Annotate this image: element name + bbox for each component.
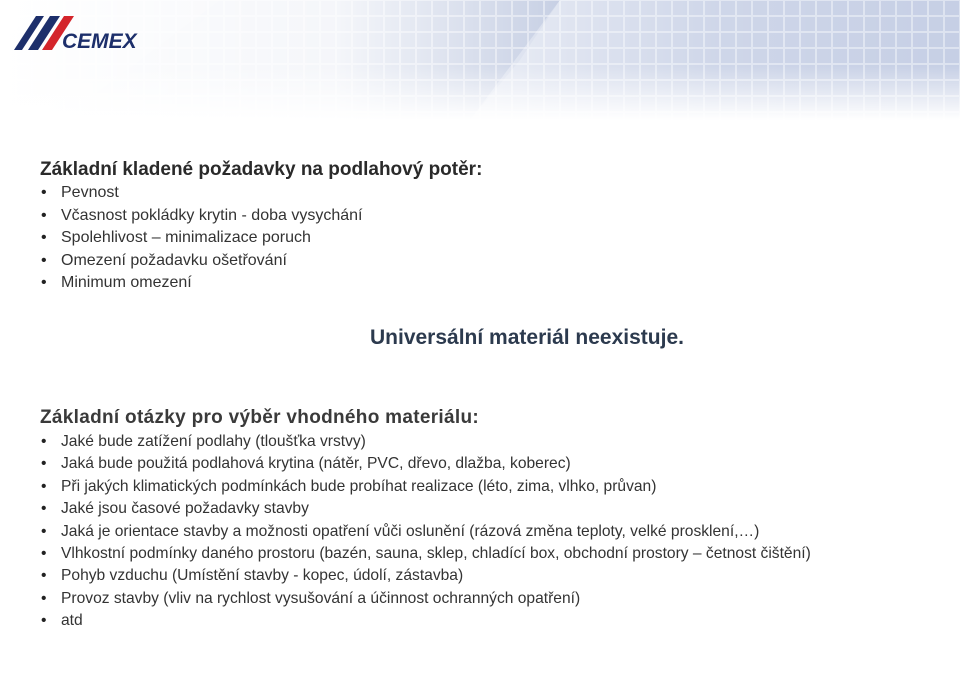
questions-list — [40, 431, 811, 633]
list-item: • Pevnost — [40, 182, 482, 205]
header-banner — [0, 0, 960, 120]
list-item: • Včasnost pokládky krytin - doba vysychání — [40, 205, 482, 228]
list-item: • Jaká bude použitá podlahová krytina (nátěr, PVC, dřevo, dlažba, koberec) — [40, 453, 811, 475]
list-item: • Pohyb vzduchu (Umístění stavby - kopec, údolí, zástavba) — [40, 565, 811, 587]
questions-section — [40, 405, 811, 633]
list-item: • Jaké bude zatížení podlahy (tloušťka vrstvy) — [40, 431, 811, 453]
requirements-list — [40, 182, 482, 295]
list-item: • Provoz stavby (vliv na rychlost vysušování a účinnost ochranných opatření) — [40, 588, 811, 610]
list-item: • atd — [40, 610, 811, 632]
list-item: • Vlhkostní podmínky daného prostoru (bazén, sauna, sklep, chladící box, obchodní prostory – četnost čištění) — [40, 543, 811, 565]
list-item: • Jaká je orientace stavby a možnosti opatření vůči oslunění (rázová změna teploty, velké prosklení,…) — [40, 521, 811, 543]
list-item: • Jaké jsou časové požadavky stavby — [40, 498, 811, 520]
universal-material-notice: Universální materiál neexistuje. — [370, 326, 684, 349]
list-item: • Minimum omezení — [40, 272, 482, 295]
list-item: • Při jakých klimatických podmínkách bude probíhat realizace (léto, zima, vlhko, průvan) — [40, 476, 811, 498]
list-item: • Spolehlivost – minimalizace poruch — [40, 227, 482, 250]
requirements-section — [40, 158, 482, 295]
questions-title: Základní otázky pro výběr vhodného materiálu: — [40, 407, 479, 428]
list-item: • Omezení požadavku ošetřování — [40, 250, 482, 273]
requirements-title: Základní kladené požadavky na podlahový potěr: — [40, 159, 483, 180]
cemex-logo-text: CEMEX — [62, 30, 137, 53]
